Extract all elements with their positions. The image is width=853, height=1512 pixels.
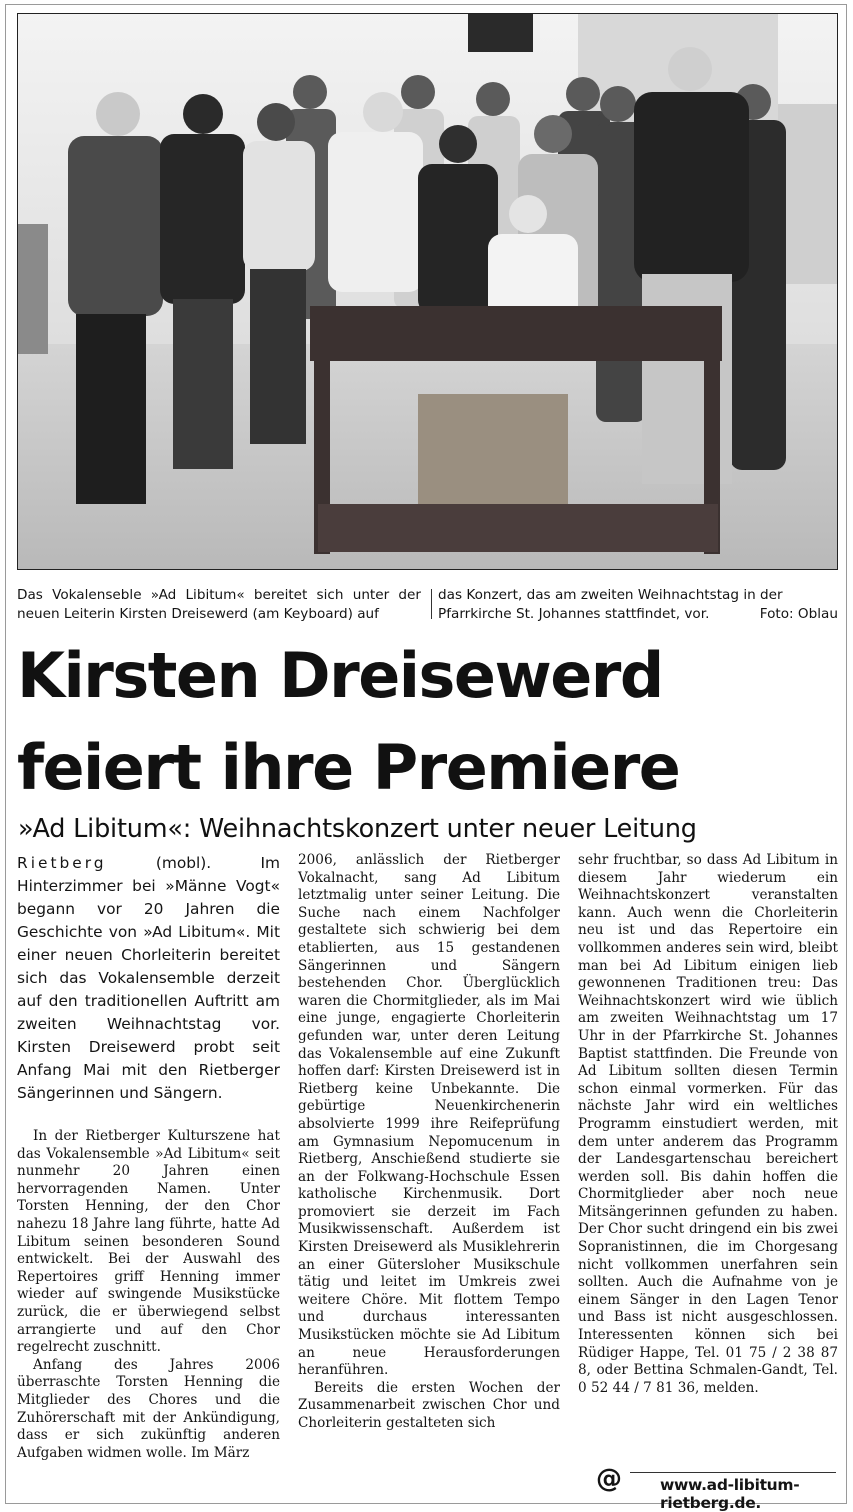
photo-caption [17,586,838,626]
caption-left: Das Vokalenseble »Ad Libitum« bereitet sich unter der neuen Leiterin Kirsten Dreisewerd (am Keyboard) auf [17,587,421,622]
article-lead [17,852,280,1105]
dateline: Rietberg [17,854,107,872]
footer-rule [630,1472,836,1473]
paragraph: In der Rietberger Kulturszene hat das Vokalensemble »Ad Libitum« seit nunmehr 20 Jahren einen hervorragenden Namen. Unter Torsten Henning, der den Chor nahezu 18 Jahre lang führte, hatte Ad Libitum seinen besonderen Sound entwickelt. Bei der Auswahl des Repertoires griff Henning immer wieder auf swingende Musikstücke zurück, die er überwiegend selbst arrangierte und auf den Chor regelrecht zuschnitt. [17,1128,280,1356]
website-footer [596,1462,840,1512]
lead-text: (mobl). Im Hinterzimmer bei »Männe Vogt« begann vor 20 Jahren die Geschichte von »Ad Libitum«. Mit einer neuen Chorleiterin bereitet sich das Vokalensemble derzeit auf den traditionellen Auftritt am zweiten Weihnachtstag vor. Kirsten Dreisewerd probt seit Anfang Mai mit den Rietberger Sängerinnen und Sängern. [17,854,280,1102]
article-column-3 [578,852,838,1397]
paragraph: Anfang des Jahres 2006 überraschte Torsten Henning die Mitglieder des Chores und die Zuhörerschaft mit der Ankündigung, dass er sich zukünftig anderen Aufgaben widmen wolle. Im März [17,1356,280,1461]
caption-divider [431,589,432,619]
caption-right: das Konzert, das am zweiten Weihnachtstag in der Pfarrkirche St. Johannes stattfindet, vor. [438,587,783,622]
paragraph: sehr fruchtbar, so dass Ad Libitum in diesem Jahr wiederum ein Weihnachtskonzert veranstalten kann. Auch wenn die Chorleiterin neu ist und das Repertoire ein vollkommen anderes sein wird, bleibt man bei Ad Libitum einigen lieb gewonnenen Traditionen treu: Das Weihnachtskonzert wird wie üblich am zweiten Weihnachtstag um 17 Uhr in der Pfarrkirche St. Johannes Baptist stattfinden. Die Freunde von Ad Libitum sollten diesen Termin schon einmal vormerken. Für das nächste Jahr wird ein weltliches Programm einstudiert werden, mit dem unter anderem das Programm der Landesgartenschau bereichert werden soll. Bis dahin hoffen die Chormitglieder aber noch neue Mitsängerinnen gefunden zu haben. Der Chor sucht dringend ein bis zwei Sopranistinnen, die im Chorgesang nicht vollkommen unerfahren sein sollten. Auch die Aufnahme von je einem Sänger in den Lagen Tenor und Bass ist nicht ausgeschlossen. Interessenten können sich bei Rüdiger Happe, Tel. 01 75 / 2 38 87 8, oder Bettina Schmalen-Gandt, Tel. 0 52 44 / 7 81 36, melden. [578,852,838,1396]
headline [17,630,837,814]
article-column-1 [17,852,280,1462]
choir-photo [17,13,838,570]
paragraph: Bereits die ersten Wochen der Zusammenarbeit zwischen Chor und Chorleiterin gestalteten sich [298,1379,560,1431]
headline-line-1: Kirsten Dreisewerd [17,639,663,712]
subheadline: »Ad Libitum«: Weihnachtskonzert unter neuer Leitung [18,814,697,844]
at-icon: @ [596,1464,622,1494]
headline-line-2: feiert ihre Premiere [17,731,680,804]
article-column-2 [298,852,560,1433]
paragraph: 2006, anlässlich der Rietberger Vokalnacht, sang Ad Libitum letztmalig unter seiner Leitung. Die Suche nach einem Nachfolger gestaltete sich schwierig bei dem etablierten, aus 15 gestandenen Sängerinnen und Sängern bestehenden Chor. Überglücklich waren die Chormitglieder, als im Mai eine junge, engagierte Chorleiterin gefunden war, unter deren Leitung das Vokalensemble auf eine Zukunft hoffen darf: Kirsten Dreisewerd ist in Rietberg keine Unbekannte. Die gebürtige Neuenkirchenerin absolvierte 1999 ihre Reifeprüfung am Gymnasium Nepomucenum in Rietberg, Anschießend studierte sie an der Folkwang-Hochschule Essen katholische Kirchenmusik. Dort promoviert sie derzeit im Fach Musikwissenschaft. Außerdem ist Kirsten Dreisewerd als Musiklehrerin an einer Gütersloher Musikschule tätig und leitet im Umkreis zwei weitere Chöre. Mit flottem Tempo und durchaus interessanten Musikstücken möchte sie Ad Libitum an neue Herausforderungen heranführen. [298,852,560,1379]
photo-credit: Foto: Oblau [759,606,838,622]
website-link[interactable]: www.ad-libitum-rietberg.de. [660,1476,800,1512]
